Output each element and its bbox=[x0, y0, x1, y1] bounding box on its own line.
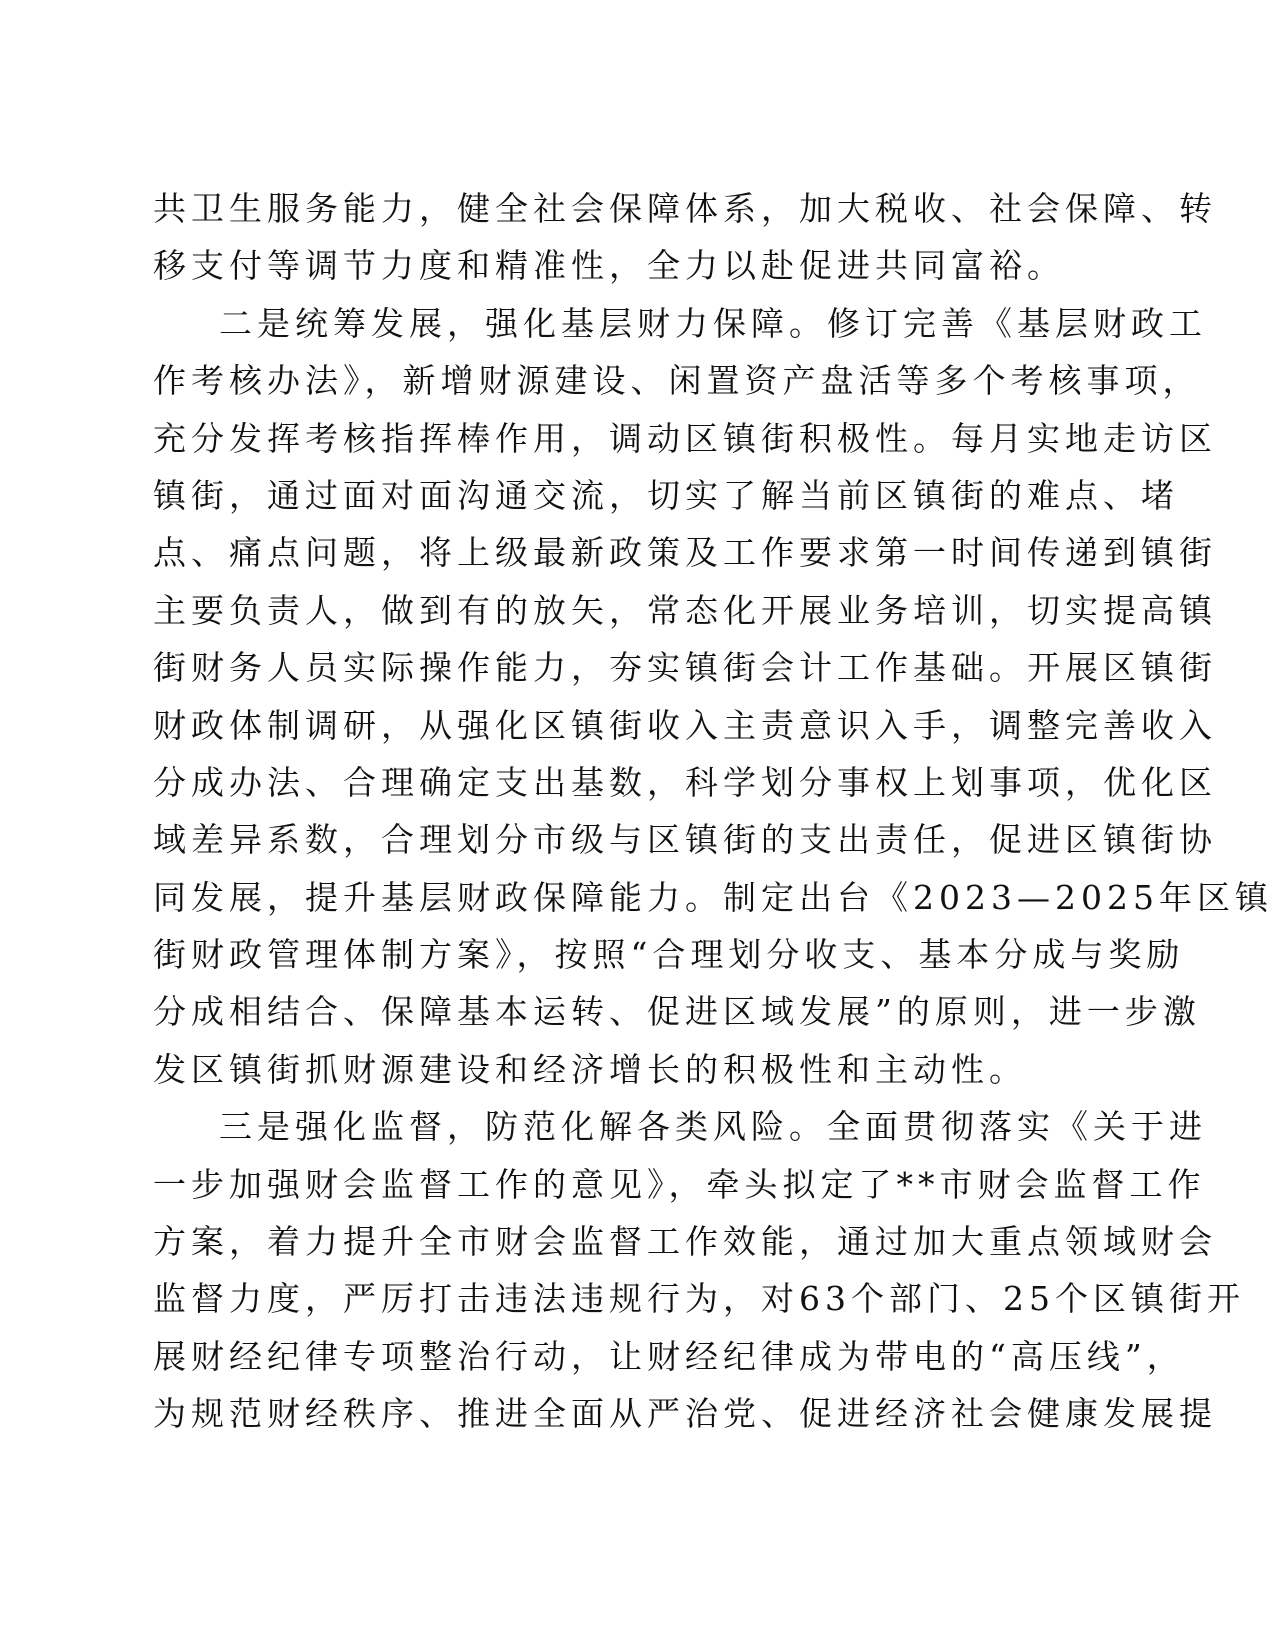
text-line: 监督力度，严厉打击违法违规行为，对63个部门、25个区镇街开 bbox=[153, 1279, 1245, 1319]
text-line: 同发展，提升基层财政保障能力。制定出台《2023—2025年区镇 bbox=[153, 877, 1273, 917]
text-line: 展财经纪律专项整治行动，让财经纪律成为带电的“高压线”， bbox=[153, 1336, 1185, 1376]
paragraph-start-line: 二是统筹发展，强化基层财力保障。修订完善《基层财政工 bbox=[219, 303, 1207, 343]
text-line: 移支付等调节力度和精准性，全力以赴促进共同富裕。 bbox=[153, 246, 1065, 286]
text-line: 共卫生服务能力，健全社会保障体系，加大税收、社会保障、转 bbox=[153, 189, 1217, 228]
text-line: 域差异系数，合理划分市级与区镇街的支出责任，促进区镇街协 bbox=[153, 820, 1217, 860]
text-line: 财政体制调研，从强化区镇街收入主责意识入手，调整完善收入 bbox=[153, 705, 1217, 745]
text-line: 分成相结合、保障基本运转、促进区域发展”的原则，进一步激 bbox=[153, 992, 1201, 1032]
text-line: 主要负责人，做到有的放矢，常态化开展业务培训，切实提高镇 bbox=[153, 590, 1217, 630]
text-line: 方案，着力提升全市财会监督工作效能，通过加大重点领域财会 bbox=[153, 1222, 1217, 1262]
text-line: 分成办法、合理确定支出基数，科学划分事权上划事项，优化区 bbox=[153, 762, 1217, 802]
text-line: 街财政管理体制方案》，按照“合理划分收支、基本分成与奖励 bbox=[153, 935, 1185, 975]
paragraph-start-line: 三是强化监督，防范化解各类风险。全面贯彻落实《关于进 bbox=[219, 1107, 1207, 1147]
text-line: 发区镇街抓财源建设和经济增长的积极性和主动性。 bbox=[153, 1049, 1027, 1089]
text-line: 点、痛点问题，将上级最新政策及工作要求第一时间传递到镇街 bbox=[153, 533, 1217, 573]
text-line: 充分发挥考核指挥棒作用，调动区镇街积极性。每月实地走访区 bbox=[153, 418, 1217, 458]
text-line: 镇街，通过面对面沟通交流，切实了解当前区镇街的难点、堵 bbox=[153, 475, 1179, 515]
text-line: 为规范财经秩序、推进全面从严治党、促进经济社会健康发展提 bbox=[153, 1394, 1217, 1434]
text-line: 街财务人员实际操作能力，夯实镇街会计工作基础。开展区镇街 bbox=[153, 648, 1217, 688]
text-line: 一步加强财会监督工作的意见》，牵头拟定了**市财会监督工作 bbox=[153, 1164, 1206, 1204]
document-body bbox=[153, 180, 1273, 1443]
text-line: 作考核办法》，新增财源建设、闲置资产盘活等多个考核事项， bbox=[153, 361, 1201, 401]
